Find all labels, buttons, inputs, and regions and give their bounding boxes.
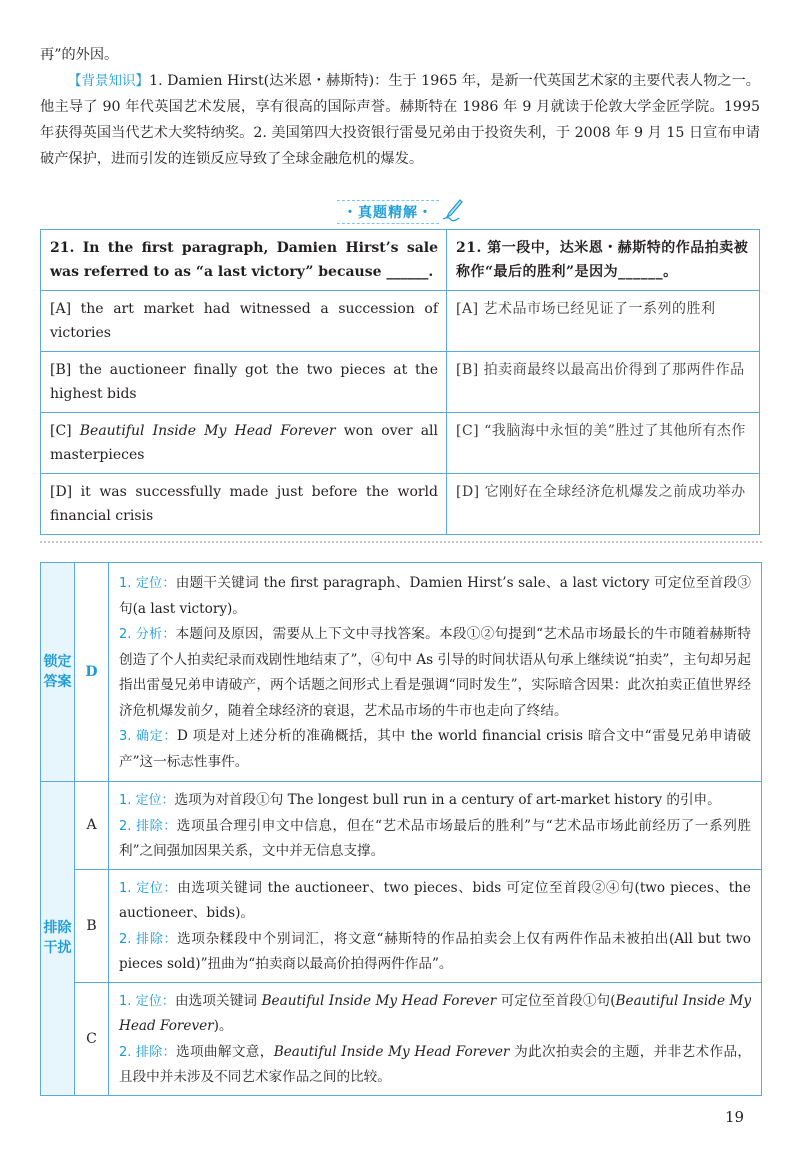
exclude-b-step-1-label: 1. 定位： bbox=[119, 880, 178, 896]
exclude-row-b bbox=[41, 869, 762, 982]
exclude-c-content bbox=[109, 982, 762, 1095]
question-zh: 21. 第一段中，达米恩・赫斯特的作品拍卖被称作“最后的胜利”是因为______。 bbox=[447, 230, 760, 291]
exclude-a-step-1-text: 选项为对首段①句 The longest bull run in a century of art-market history 的引申。 bbox=[174, 792, 721, 808]
question-row bbox=[41, 230, 760, 291]
intro-text bbox=[40, 42, 760, 172]
background-text: 1. Damien Hirst(达米恩・赫斯特)：生于 1965 年，是新一代英国艺术家的主要代表人物之一。他主导了 90 年代英国艺术发展，享有很高的国际声誉。赫斯特在 1986 年 9 月就读于伦敦大学金匠学院。1995 年获得英国当代艺术大奖特纳奖。2. 美国第四大投资银行雷曼兄弟由于投资失利，于 2008 年 9 月 15 日宣布申请破产保护，进而引发的连锁反应导致了全球金融危机的爆发。 bbox=[40, 73, 760, 167]
lock-answer-row bbox=[41, 563, 762, 782]
exclude-c-step-2-label: 2. 排除： bbox=[119, 1044, 176, 1060]
exclude-a-letter: A bbox=[75, 782, 109, 870]
background-paragraph bbox=[40, 68, 760, 172]
option-b-en: [B] the auctioneer finally got the two pieces at the highest bids bbox=[41, 352, 447, 413]
exclude-c-step-2-post: 为此次拍卖会的主题，并非艺术作品，且段中并未涉及不同艺术家作品之间的比较。 bbox=[119, 1043, 752, 1085]
exclude-a-step-2-text: 选项虽合理引申文中信息，但在“艺术品市场最后的胜利”与“艺术品市场此前经历了一系列胜利”之间强加因果关系，文中并无信息支撑。 bbox=[119, 817, 751, 859]
exclude-c-step-2 bbox=[119, 1040, 751, 1091]
option-a-en: [A] the art market had witnessed a succession of victories bbox=[41, 291, 447, 352]
lock-step-2 bbox=[119, 622, 751, 724]
exclude-c-letter: C bbox=[75, 982, 109, 1095]
lock-step-1-label: 1. 定位： bbox=[119, 576, 176, 591]
exclude-c-step-1-mid: 可定位至首段①句( bbox=[496, 992, 616, 1009]
exclude-a-content bbox=[109, 782, 762, 870]
background-tag: 【背景知识】 bbox=[68, 73, 150, 89]
exclude-c-step-1-pre: 由选项关键词 bbox=[174, 992, 262, 1009]
lock-answer-label bbox=[41, 563, 75, 782]
exclude-label-text: 排除干扰 bbox=[43, 920, 72, 957]
exclude-c-step-2-title: Beautiful Inside My Head Forever bbox=[273, 1043, 510, 1060]
exclude-row-c bbox=[41, 982, 762, 1095]
option-d-zh: [D] 它刚好在全球经济危机爆发之前成功举办 bbox=[447, 474, 760, 535]
option-c-zh: [C] “我脑海中永恒的美”胜过了其他所有杰作 bbox=[447, 413, 760, 474]
lock-step-3-label: 3. 确定： bbox=[119, 729, 177, 744]
option-c-prefix: [C] bbox=[50, 423, 80, 439]
option-d-en: [D] it was successfully made just before the world financial crisis bbox=[41, 474, 447, 535]
lock-step-2-label: 2. 分析： bbox=[119, 627, 176, 642]
exclude-b-step-2-text: 选项杂糅段中个别词汇，将文意“赫斯特的作品拍卖会上仅有两件作品未被拍出(All but two pieces sold)”扭曲为“拍卖商以最高价拍得两件作品”。 bbox=[119, 930, 751, 972]
exclude-b-content bbox=[109, 869, 762, 982]
option-row-d bbox=[41, 474, 760, 535]
pen-icon bbox=[441, 198, 463, 226]
intro-line: 再”的外因。 bbox=[40, 47, 119, 63]
page-number: 19 bbox=[725, 1108, 745, 1126]
option-b-zh: [B] 拍卖商最终以最高出价得到了那两件作品 bbox=[447, 352, 760, 413]
analysis-table bbox=[40, 562, 762, 1096]
option-c-en bbox=[41, 413, 447, 474]
lock-answer-content bbox=[109, 563, 762, 782]
banner-title: ・真题精解・ bbox=[337, 200, 439, 224]
exclude-c-step-1-post: )。 bbox=[213, 1018, 233, 1034]
question-en: 21. In the first paragraph, Damien Hirst’s sale was referred to as “a last victory” because ______. bbox=[41, 230, 447, 291]
answer-letter: D bbox=[75, 563, 109, 782]
lock-step-1-text: 由题干关键词 the first paragraph、Damien Hirst’s sale、a last victory 可定位至首段③句(a last victory)。 bbox=[119, 575, 751, 617]
option-a-zh: [A] 艺术品市场已经见证了一系列的胜利 bbox=[447, 291, 760, 352]
exclude-a-step-2 bbox=[119, 814, 751, 865]
lock-step-2-text: 本题问及原因，需要从上下文中寻找答案。本段①②句提到“艺术品市场最长的牛市随着赫斯特创造了个人拍卖纪录而戏剧性地结束了”，④句中 As 引导的时间状语从句承上继续说“拍卖”，主句却另起指出雷曼兄弟申请破产，两个话题之间形式上看是强调“同时发生”，实际暗含因果：此次拍卖正值世界经济危机爆发前夕，随着全球经济的衰退，艺术品市场的牛市也走向了终结。 bbox=[119, 626, 751, 719]
lock-step-3-text: D 项是对上述分析的准确概括，其中 the world financial crisis 暗合文中“雷曼兄弟申请破产”这一标志性事件。 bbox=[119, 728, 751, 770]
exclude-b-step-2 bbox=[119, 927, 751, 978]
exclude-b-step-1 bbox=[119, 876, 751, 927]
exclude-label bbox=[41, 782, 75, 1096]
exclude-a-step-1 bbox=[119, 788, 751, 814]
question-table bbox=[40, 229, 760, 535]
lock-answer-label-text: 锁定答案 bbox=[43, 654, 72, 690]
exclude-c-step-2-pre: 选项曲解文意， bbox=[176, 1043, 274, 1060]
option-row-c bbox=[41, 413, 760, 474]
exclude-a-step-1-label: 1. 定位： bbox=[119, 793, 175, 808]
exclude-b-step-1-text: 由选项关键词 the auctioneer、two pieces、bids 可定位至首段②④句(two pieces、the auctioneer、bids)。 bbox=[119, 879, 751, 921]
option-c-suffix: won over all masterpieces bbox=[50, 423, 438, 463]
exclude-c-step-1 bbox=[119, 989, 751, 1040]
divider bbox=[40, 541, 762, 543]
exclude-b-letter: B bbox=[75, 869, 109, 982]
lock-step-1 bbox=[119, 571, 751, 622]
section-banner bbox=[0, 198, 800, 226]
exclude-b-step-2-label: 2. 排除： bbox=[119, 931, 178, 947]
exclude-row-a bbox=[41, 782, 762, 870]
option-row-a bbox=[41, 291, 760, 352]
exclude-c-step-1-title: Beautiful Inside My Head Forever bbox=[261, 992, 497, 1009]
option-row-b bbox=[41, 352, 760, 413]
exclude-a-step-2-label: 2. 排除： bbox=[119, 818, 177, 834]
exclude-c-step-1-title-2: Beautiful Inside My Head Forever bbox=[119, 992, 752, 1034]
lock-step-3 bbox=[119, 724, 751, 775]
exclude-c-step-1-label: 1. 定位： bbox=[119, 993, 175, 1009]
option-c-title: Beautiful Inside My Head Forever bbox=[79, 423, 336, 439]
